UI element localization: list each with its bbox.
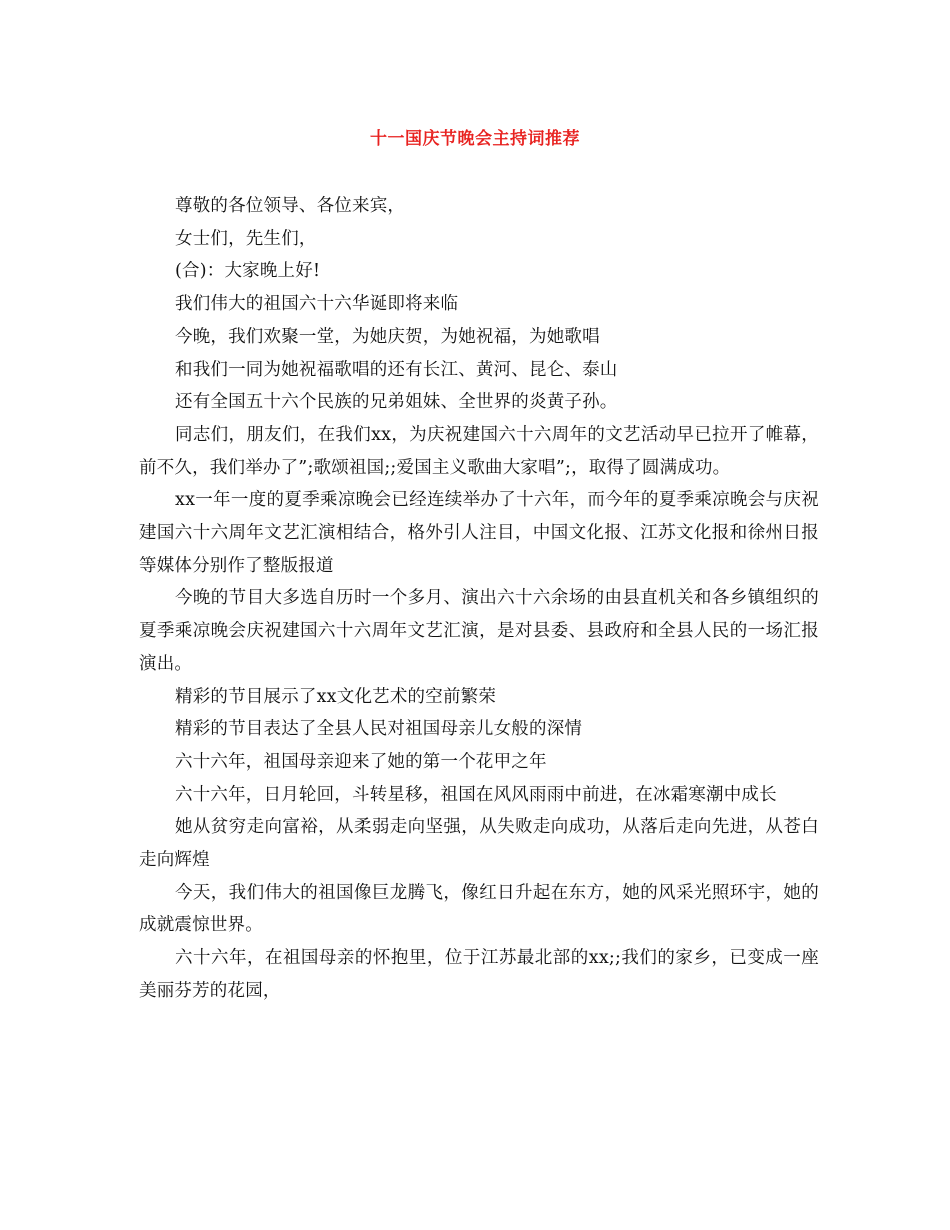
document-title: 十一国庆节晚会主持词推荐 [370,129,580,149]
paragraph: 尊敬的各位领导、各位来宾， [175,196,406,216]
paragraph: 今天，我们伟大的祖国像巨龙腾飞，像红日升起在东方，她的风采光照环宇，她的成就震惊世界。 [139,882,819,936]
paragraph: 同志们，朋友们，在我们xx，为庆祝建国六十六周年的文艺活动早已拉开了帷幕，前不久，我们举办了”;歌颂祖国;;爱国主义歌曲大家唱”;，取得了圆满成功。 [139,424,819,478]
paragraph: 还有全国五十六个民族的兄弟姐妹、全世界的炎黄子孙。 [175,392,618,413]
paragraph: 我们伟大的祖国六十六华诞即将来临 [175,294,459,315]
paragraph: 六十六年，在祖国母亲的怀抱里，位于江苏最北部的xx;;我们的家乡，已变成一座美丽芬芳的花园， [139,948,819,1001]
paragraph: 今晚，我们欢聚一堂，为她庆贺，为她祝福，为她歌唱 [175,326,600,347]
paragraph: 精彩的节目表达了全县人民对祖国母亲儿女般的深情 [175,719,583,740]
paragraph: (合)：大家晚上好! [175,261,321,282]
paragraph: 六十六年，日月轮回，斗转星移，祖国在风风雨雨中前进，在冰霜寒潮中成长 [175,784,777,805]
document-body [139,190,819,1008]
paragraph: 她从贫穷走向富裕，从柔弱走向坚强，从失败走向成功，从落后走向先进，从苍白走向辉煌 [139,817,819,871]
paragraph: 六十六年，祖国母亲迎来了她的第一个花甲之年 [175,751,547,772]
paragraph: 女士们，先生们， [175,228,317,249]
paragraph: 精彩的节目展示了xx文化艺术的空前繁荣 [175,686,497,707]
paragraph: 和我们一同为她祝福歌唱的还有长江、黄河、昆仑、泰山 [175,359,618,380]
paragraph: xx一年一度的夏季乘凉晚会已经连续举办了十六年，而今年的夏季乘凉晚会与庆祝建国六十六周年文艺汇演相结合，格外引人注目，中国文化报、江苏文化报和徐州日报等媒体分别作了整版报道 [139,490,819,576]
paragraph: 今晚的节目大多选自历时一个多月、演出六十六余场的由县直机关和各乡镇组织的夏季乘凉晚会庆祝建国六十六周年文艺汇演，是对县委、县政府和全县人民的一场汇报演出。 [139,588,819,674]
